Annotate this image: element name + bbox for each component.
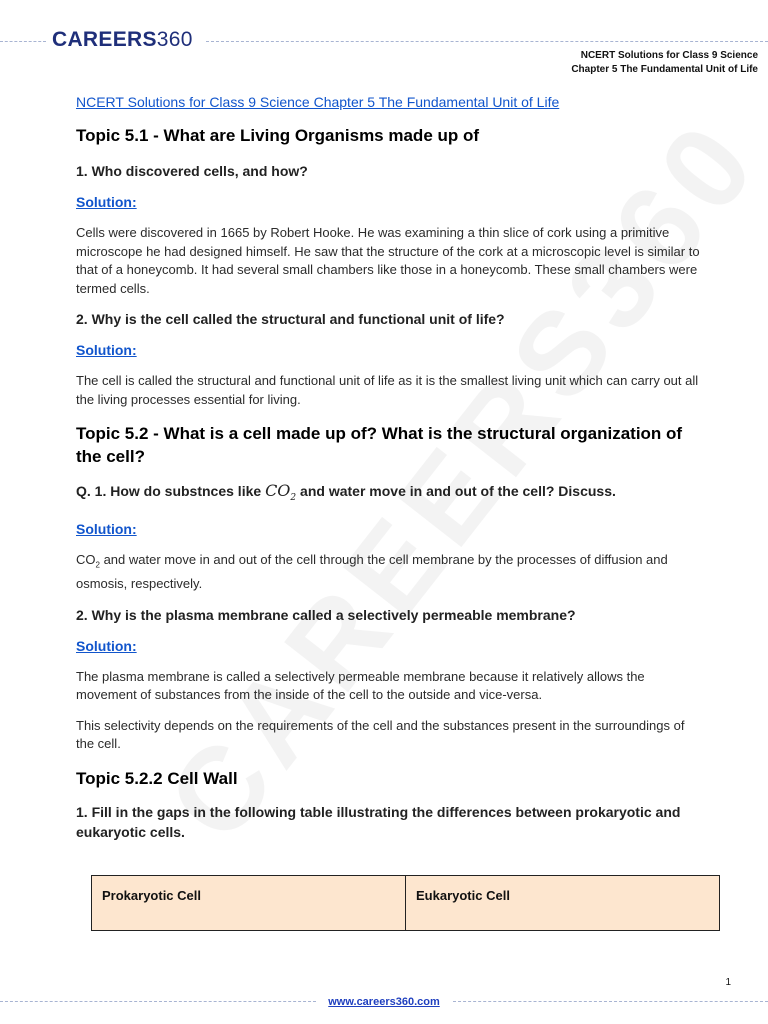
co2-formula-base: CO — [265, 481, 291, 500]
answer-cell-discovery: Cells were discovered in 1665 by Robert Hooke. He was examining a thin slice of cork using a primitive microscope he had designed himself. He saw that the structure of the cork at a microscopic level is similar to that of a honeycomb. It had several small chambers like those in a honeycomb. These small chambers were termed cells. — [76, 225, 700, 296]
answer-co2-text: and water move in and out of the cell through the cell membrane by the processes of diffusion and osmosis, respectively. — [76, 552, 668, 592]
co2-formula — [265, 481, 297, 504]
header-divider-left — [0, 41, 46, 42]
header-subtitle-line2: Chapter 5 The Fundamental Unit of Life — [571, 64, 758, 75]
answer-selectively-permeable-1: The plasma membrane is called a selectively permeable membrane because it relatively allows the movement of substances from the inside of the cell to the outside and vice-versa. — [76, 668, 645, 703]
question-co2-water-movement — [76, 481, 706, 508]
co2-text — [76, 552, 100, 570]
solution-label: Solution: — [76, 342, 137, 358]
question-structural-functional-unit: 2. Why is the cell called the structural and functional unit of life? — [76, 311, 505, 327]
answer-selectively-permeable-2: This selectivity depends on the requirements of the cell and the substances present in the surroundings of the cell. — [76, 717, 685, 752]
table-header-eukaryotic: Eukaryotic Cell — [406, 876, 720, 931]
chapter-title-link[interactable]: NCERT Solutions for Class 9 Science Chapter 5 The Fundamental Unit of Life — [76, 94, 560, 110]
solution-label: Solution: — [76, 194, 137, 210]
question-who-discovered-cells: 1. Who discovered cells, and how? — [76, 163, 308, 179]
answer-structural-functional-unit: The cell is called the structural and functional unit of life as it is the smallest living unit which can carry out all the living processes essential for living. — [76, 373, 699, 407]
cell-comparison-table — [91, 875, 720, 931]
careers360-logo[interactable] — [52, 28, 193, 52]
co2-formula-subscript: 2 — [290, 493, 297, 504]
table-header-prokaryotic: Prokaryotic Cell — [92, 876, 406, 931]
question-selectively-permeable: 2. Why is the plasma membrane called a selectively permeable membrane? — [76, 606, 576, 623]
solution-label: Solution: — [76, 521, 137, 538]
question-fill-table: 1. Fill in the gaps in the following table illustrating the differences between prokaryotic and eukaryotic cells. — [76, 803, 681, 840]
topic-5-2-heading: Topic 5.2 - What is a cell made up of? What is the structural organization of the cell? — [76, 424, 683, 466]
logo-text: CAREERS — [52, 28, 157, 51]
footer-website-link[interactable]: www.careers360.com — [328, 996, 440, 1008]
page-number: 1 — [725, 977, 731, 988]
co2-text-subscript: 2 — [95, 560, 100, 570]
page-content — [76, 90, 706, 842]
table-header-row — [92, 876, 720, 931]
question-suffix: and water move in and out of the cell? Discuss. — [300, 483, 616, 499]
header-subtitle-line1: NCERT Solutions for Class 9 Science — [580, 50, 758, 61]
logo-number: 360 — [156, 28, 193, 51]
topic-5-2-2-heading: Topic 5.2.2 Cell Wall — [76, 768, 238, 788]
header-divider-right — [206, 41, 768, 42]
header-subtitle — [571, 49, 758, 77]
solution-label: Solution: — [76, 637, 137, 654]
topic-5-1-heading: Topic 5.1 - What are Living Organisms made up of — [76, 126, 480, 145]
question-prefix: Q. 1. How do substnces like — [76, 483, 262, 499]
co2-text-base: CO — [76, 552, 96, 568]
answer-co2-water-movement — [76, 551, 706, 594]
